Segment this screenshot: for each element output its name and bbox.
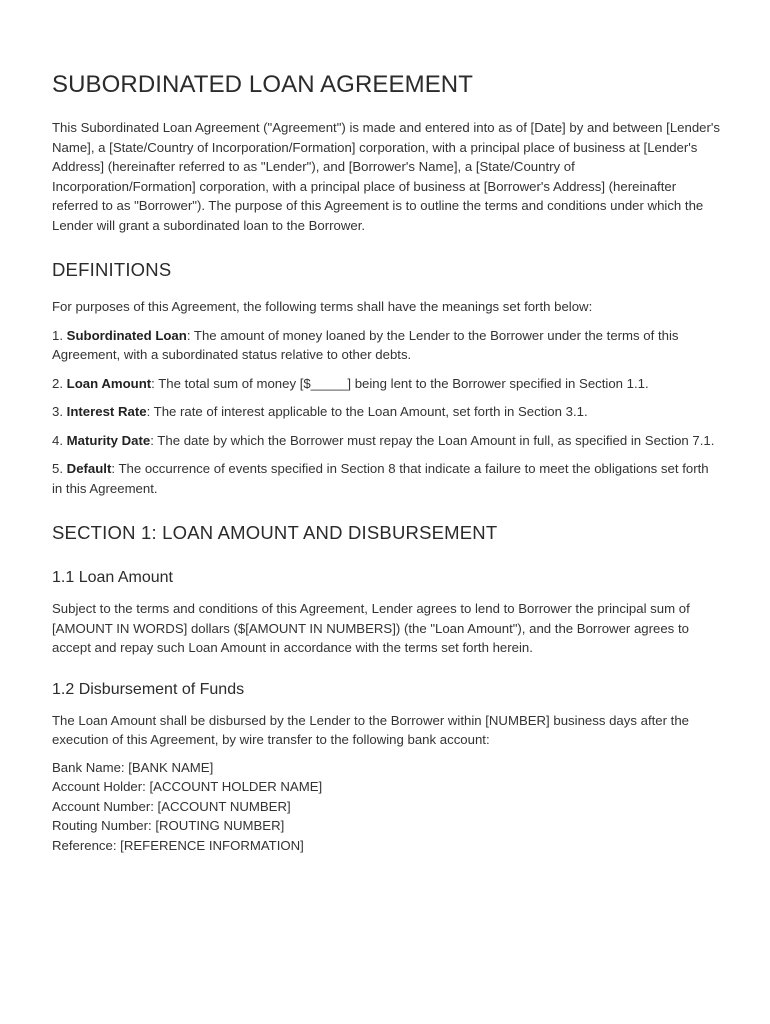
document-page bbox=[52, 68, 720, 855]
definition-number: 1. bbox=[52, 327, 67, 343]
definition-text: : The amount of money loaned by the Lender to the Borrower under the terms of this Agreement, with a subordinated status relative to other debts. bbox=[52, 327, 679, 362]
intro-paragraph: This Subordinated Loan Agreement ("Agreement") is made and entered into as of [Date] by and between [Lender's Name], a [State/Country of Incorporation/Formation] corporation, with a principal place of business at [Lender's Address] (hereinafter referred to as "Lender"), and [Borrower's Name], a [State/Country of Incorporation/Formation] corporation, with a principal place of business at [Borrower's Address] (hereinafter referred to as "Borrower"). The purpose of this Agreement is to outline the terms and conditions under which the Lender will grant a subordinated loan to the Borrower. bbox=[52, 120, 721, 233]
account-number-line: Account Number: [ACCOUNT NUMBER] bbox=[52, 798, 291, 814]
definition-number: 3. bbox=[52, 404, 67, 419]
definition-term: Interest Rate bbox=[66, 404, 147, 419]
definition-term: Loan Amount bbox=[66, 375, 152, 391]
definition-text: : The occurrence of events specified in Section 8 that indicate a failure to meet the obligations set forth in this Agreement. bbox=[52, 461, 709, 496]
definition-term: Default bbox=[66, 461, 112, 476]
definition-number: 2. bbox=[52, 375, 67, 391]
definition-item-default bbox=[52, 459, 720, 498]
definition-term: Subordinated Loan bbox=[66, 327, 187, 343]
definition-item-subordinated-loan bbox=[52, 326, 720, 365]
routing-number-line: Routing Number: [ROUTING NUMBER] bbox=[52, 818, 285, 833]
definitions-heading: DEFINITIONS bbox=[52, 259, 172, 280]
definition-term: Maturity Date bbox=[66, 432, 151, 448]
definition-text: : The date by which the Borrower must repay the Loan Amount in full, as specified in Section 7.1. bbox=[150, 432, 715, 448]
account-holder-line: Account Holder: [ACCOUNT HOLDER NAME] bbox=[52, 779, 323, 794]
definition-text: : The total sum of money [$_____] being lent to the Borrower specified in Section 1.1. bbox=[151, 375, 649, 391]
definition-item-loan-amount bbox=[52, 374, 720, 394]
bank-account-details bbox=[52, 758, 720, 856]
section-1-heading: SECTION 1: LOAN AMOUNT AND DISBURSEMENT bbox=[52, 522, 498, 543]
definition-item-maturity-date bbox=[52, 431, 720, 451]
section-1-2-paragraph: The Loan Amount shall be disbursed by the Lender to the Borrower within [NUMBER] business days after the execution of this Agreement, by wire transfer to the following bank account: bbox=[52, 712, 690, 747]
bank-name-line: Bank Name: [BANK NAME] bbox=[52, 759, 214, 775]
section-1-1-paragraph: Subject to the terms and conditions of this Agreement, Lender agrees to lend to Borrower the principal sum of [AMOUNT IN WORDS] dollars ($[AMOUNT IN NUMBERS]) (the "Loan Amount"), and the Borrower agrees to accept and repay such Loan Amount in accordance with the terms set forth herein. bbox=[52, 601, 690, 655]
reference-line: Reference: [REFERENCE INFORMATION] bbox=[52, 837, 304, 853]
definitions-lead: For purposes of this Agreement, the following terms shall have the meanings set forth below: bbox=[52, 299, 593, 314]
definition-text: : The rate of interest applicable to the Loan Amount, set forth in Section 3.1. bbox=[146, 404, 588, 419]
section-1-2-heading: 1.2 Disbursement of Funds bbox=[52, 680, 245, 698]
definition-item-interest-rate bbox=[52, 402, 720, 422]
definition-number: 4. bbox=[52, 432, 67, 448]
section-1-1-heading: 1.1 Loan Amount bbox=[52, 569, 173, 586]
definition-number: 5. bbox=[52, 461, 67, 476]
document-title: SUBORDINATED LOAN AGREEMENT bbox=[52, 71, 473, 98]
